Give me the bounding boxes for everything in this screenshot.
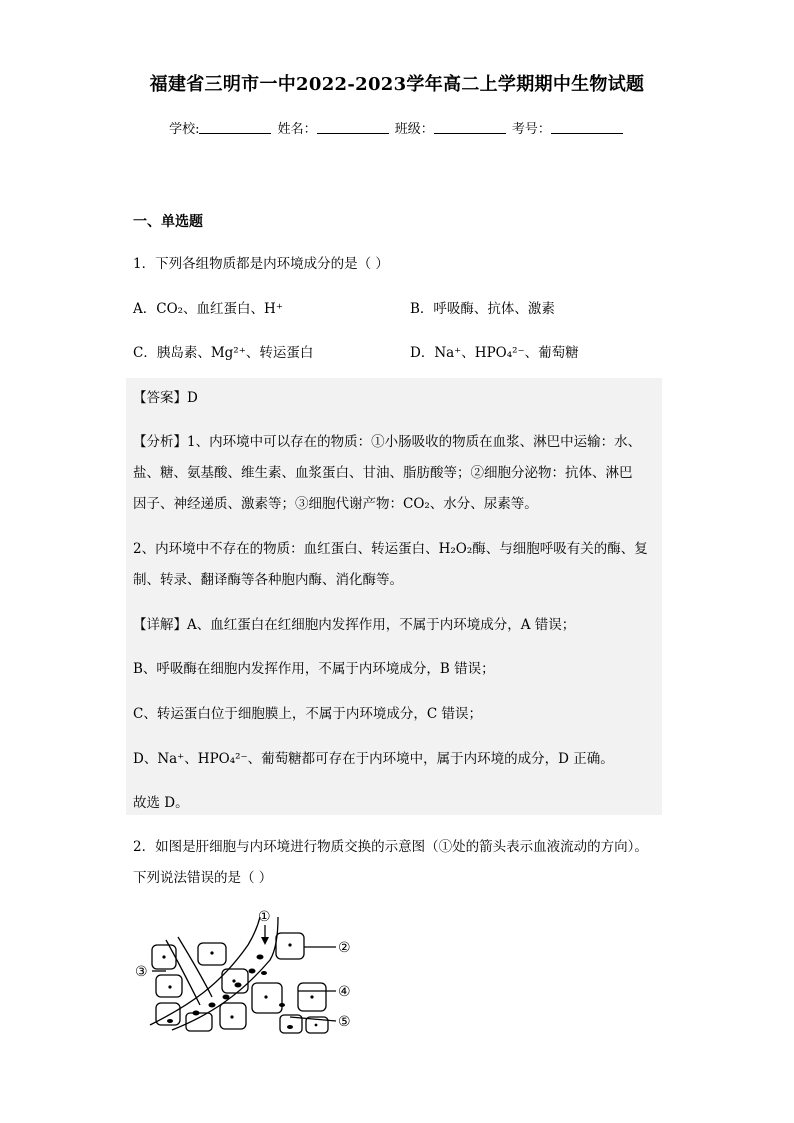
lymph-wall-2 [178, 937, 212, 997]
analysis-line-3: 因子、神经递质、激素等；③细胞代谢产物：CO₂、水分、尿素等。 [133, 496, 538, 512]
diagram-label-2: ② [338, 940, 351, 956]
analysis-line-1: 【分析】1、内环境中可以存在的物质：①小肠吸收的物质在血浆、淋巴中运输：水、 [133, 434, 642, 450]
page-title: 福建省三明市一中2022-2023学年高二上学期期中生物试题 [149, 74, 645, 95]
answer-label: 【答案】D [133, 390, 198, 406]
diagram-label-5: ⑤ [338, 1014, 351, 1030]
class-label: 班级： [394, 122, 434, 137]
detail-line-2: B、呼吸酶在细胞内发挥作用，不属于内环境成分，B 错误； [133, 661, 495, 677]
analysis-line-5: 制、转录、翻译酶等各种胞内酶、消化酶等。 [133, 572, 403, 588]
exam-number-blank[interactable] [551, 121, 623, 134]
diagram-label-4: ④ [338, 984, 351, 1000]
liver-cell-diagram [130, 905, 360, 1035]
diagram-label-1: ① [258, 909, 271, 925]
school-blank[interactable] [199, 121, 271, 134]
exam-number-label: 考号： [511, 122, 551, 137]
q1-stem: 1．下列各组物质都是内环境成分的是（ ） [133, 256, 389, 272]
q1-option-d: D．Na⁺、HPO₄²⁻、葡萄糖 [410, 345, 579, 361]
class-blank[interactable] [434, 121, 506, 134]
q2-stem-line-2: 下列说法错误的是（ ） [133, 870, 273, 886]
detail-line-4: D、Na⁺、HPO₄²⁻、葡萄糖都可存在于内环境中，属于内环境的成分，D 正确。 [133, 751, 614, 767]
q1-option-c: C．胰岛素、Mg²⁺、转运蛋白 [133, 345, 314, 361]
detail-line-3: C、转运蛋白位于细胞膜上，不属于内环境成分，C 错误； [133, 706, 482, 722]
flow-arrow-head [261, 937, 269, 945]
q1-option-b: B．呼吸酶、抗体、激素 [410, 301, 555, 317]
q1-option-a: A．CO₂、血红蛋白、H⁺ [133, 301, 283, 317]
name-label: 姓名： [277, 122, 317, 137]
diagram-label-3: ③ [135, 964, 148, 980]
detail-line-1: 【详解】A、血红蛋白在红细胞内发挥作用，不属于内环境成分，A 错误； [133, 617, 576, 633]
analysis-line-4: 2、内环境中不存在的物质：血红蛋白、转运蛋白、H₂O₂酶、与细胞呼吸有关的酶、复 [133, 541, 648, 557]
section-heading: 一、单选题 [133, 214, 203, 230]
conclusion: 故选 D。 [133, 795, 189, 811]
school-label: 学校: [169, 122, 200, 137]
analysis-line-2: 盐、糖、氨基酸、维生素、血浆蛋白、甘油、脂肪酸等；②细胞分泌物：抗体、淋巴 [133, 465, 633, 481]
capillary-wall-left [150, 917, 260, 1025]
lymph-wall-1 [166, 940, 200, 1005]
name-blank[interactable] [317, 121, 389, 134]
student-info-row [0, 118, 794, 137]
q2-stem-line-1: 2．如图是肝细胞与内环境进行物质交换的示意图（①处的箭头表示血液流动的方向）。 [133, 839, 648, 855]
